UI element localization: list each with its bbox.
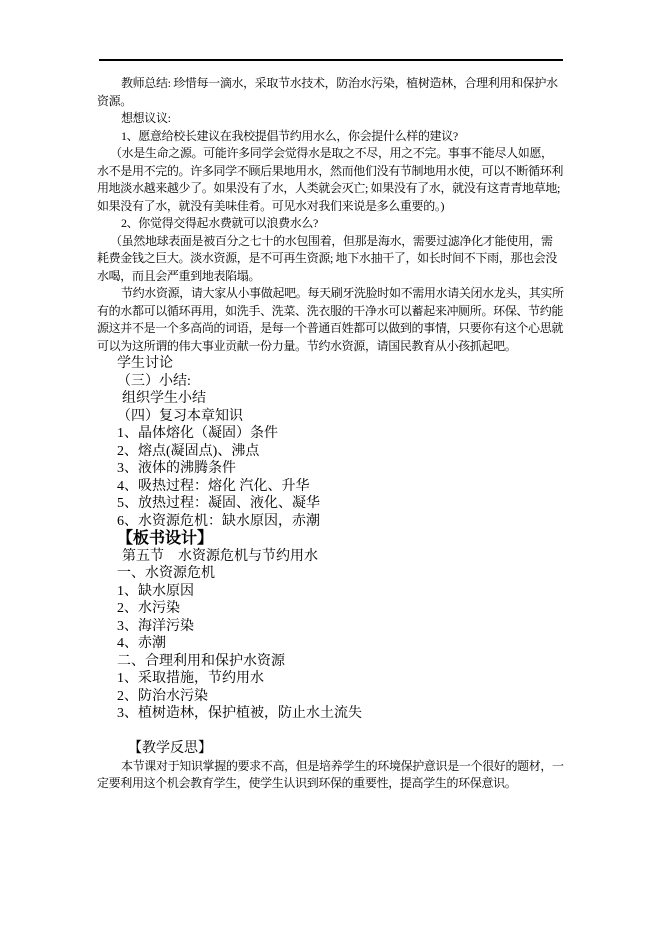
text-line: 二、合理利用和保护水资源 xyxy=(117,653,285,669)
text-line: 学生讨论 xyxy=(117,356,173,371)
text-line: 1、愿意给校长建议在我校提倡节约用水么，你会提什么样的建议? xyxy=(121,128,458,143)
text-line: 可以为这所谓的伟大事业贡献一份力量。节约水资源，请国民教育从小孩抓起吧。 xyxy=(97,338,517,353)
text-line: 组织学生小结 xyxy=(122,391,206,406)
text-line: 定要利用这个机会教育学生，使学生认识到环保的重要性，提高学生的环保意识。 xyxy=(97,776,517,790)
text-line: （四）复习本章知识 xyxy=(117,408,243,424)
text-line: 源这并不是一个多高尚的词语，是每一个普通百姓都可以做到的事情，只要你有这个心思就 xyxy=(97,321,564,335)
text-line: 5、放热过程：凝固、液化、凝华 xyxy=(117,496,320,511)
text-line: 2、防治水污染 xyxy=(117,688,208,704)
text-line: 1、晶体熔化（凝固）条件 xyxy=(117,426,278,441)
text-line: 3、植树造林，保护植被，防止水土流失 xyxy=(117,706,362,721)
text-line: 第五节 水资源危机与节约用水 xyxy=(122,548,318,564)
text-line: 想想议议: xyxy=(121,111,171,125)
text-line: 水喝，而且会严重到地表陷塌。 xyxy=(97,268,261,283)
text-line: 2、水污染 xyxy=(117,601,180,616)
text-line: 有的水都可以循环再用，如洗手、洗菜、洗衣服的干净水可以蓄起来冲厕所。环保、节约能 xyxy=(97,303,564,318)
text-line: 耗费金钱之巨大。淡水资源，是不可再生资源; 地下水抽干了，如长时间不下雨，那也会没 xyxy=(97,251,557,265)
text-line: （三）小结: xyxy=(117,373,191,389)
text-line: 【板书设计】 xyxy=(117,530,214,547)
text-line: 资源。 xyxy=(97,93,132,108)
text-line: 2、熔点(凝固点)、沸点 xyxy=(117,443,260,459)
text-line: 3、液体的沸腾条件 xyxy=(117,461,236,476)
blank-line xyxy=(97,723,657,741)
header-divider-line xyxy=(99,59,563,61)
text-line: 1、采取措施，节约用水 xyxy=(117,671,264,686)
text-line: 2、你觉得交得起水费就可以浪费水么? xyxy=(121,216,319,230)
text-line: 用地淡水越来越少了。如果没有了水，人类就会灭亡; 如果没有了水，就没有这青青地草地; xyxy=(97,181,560,195)
text-line: （虽然地球表面是被百分之七十的水包围着，但那是海水，需要过滤净化才能使用，需 xyxy=(110,233,553,248)
text-line: 4、吸热过程：熔化 汽化、升华 xyxy=(117,478,310,494)
text-line: 1、缺水原因 xyxy=(117,583,194,599)
text-line: 4、赤潮 xyxy=(117,636,166,651)
text-line: 本节课对于知识掌握的要求不高，但是培养学生的环境保护意识是一个很好的题材，一 xyxy=(121,758,564,773)
text-line: 一、水资源危机 xyxy=(117,566,215,581)
text-line: 6、水资源危机：缺水原因，赤潮 xyxy=(117,513,320,529)
text-line: 【教学反思】 xyxy=(128,741,212,756)
text-line: 水不是用不完的。许多同学不顾后果地用水，然而他们没有节制地用水使，可以不断循环利 xyxy=(97,163,564,178)
text-line: （水是生命之源。可能许多同学会觉得水是取之不尽，用之不完。事事不能尽人如愿， xyxy=(110,146,553,160)
text-line: 节约水资源，请大家从小事做起吧。每天刷牙洗脸时如不需用水请关闭水龙头，其实所 xyxy=(121,286,564,300)
text-line: 3、海洋污染 xyxy=(117,618,194,634)
text-line: 教师总结: 珍惜每一滴水，采取节水技术，防治水污染，植树造林，合理利用和保护水 xyxy=(121,76,558,90)
document-body xyxy=(97,75,657,793)
text-line: 如果没有了水，就没有美味佳肴。可见水对我们来说是多么重要的。) xyxy=(97,198,445,213)
